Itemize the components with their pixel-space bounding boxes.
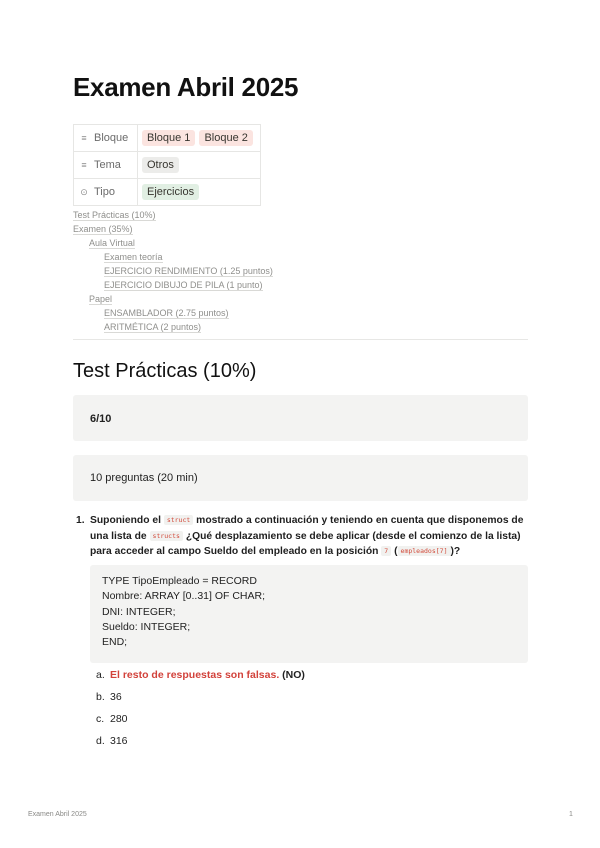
section-heading: Test Prácticas (10%) — [73, 360, 257, 382]
option-note: (NO) — [282, 669, 305, 681]
toc-item[interactable]: EJERCICIO DIBUJO DE PILA (1 punto) — [104, 280, 263, 290]
list-icon: ≡ — [81, 133, 87, 143]
property-key-label: Tema — [94, 159, 121, 171]
question — [73, 513, 528, 560]
tag-otros[interactable]: Otros — [142, 157, 179, 173]
target-icon: ⊙ — [80, 187, 88, 197]
option-text: 280 — [110, 713, 128, 725]
inline-code: 7 — [381, 546, 391, 556]
divider — [73, 339, 528, 340]
toc-item[interactable]: ENSAMBLADOR (2.75 puntos) — [104, 308, 229, 318]
property-value[interactable] — [138, 179, 261, 206]
page-title: Examen Abril 2025 — [73, 72, 299, 102]
tag-ejercicios[interactable]: Ejercicios — [142, 184, 199, 200]
inline-code: structs — [150, 531, 183, 541]
property-value[interactable] — [138, 152, 261, 179]
tag-bloque-2[interactable]: Bloque 2 — [199, 130, 252, 146]
properties-table — [73, 124, 261, 206]
property-row-bloque — [74, 125, 261, 152]
tag-bloque-1[interactable]: Bloque 1 — [142, 130, 195, 146]
option-text: 316 — [110, 735, 128, 747]
score-text: 6/10 — [90, 413, 112, 425]
toc-item[interactable]: Examen teoría — [104, 252, 163, 262]
table-of-contents — [73, 208, 273, 334]
option-text: El resto de respuestas son falsas. — [110, 669, 280, 681]
property-row-tipo — [74, 179, 261, 206]
property-key — [74, 179, 138, 206]
question-text: Suponiendo el struct mostrado a continuación y teniendo en cuenta que disponemos de una lista de structs ¿Qué desplazamiento se debe aplicar (desde el comienzo de la lista) para acceder al campo Sueldo del empleado en la posición 7 ( empleados[7] )? — [90, 515, 524, 557]
property-value[interactable] — [138, 125, 261, 152]
property-key — [74, 125, 138, 152]
footer-title: Examen Abril 2025 — [28, 811, 87, 818]
code-text: TYPE TipoEmpleado = RECORD Nombre: ARRAY [0..31] OF CHAR; DNI: INTEGER; Sueldo: INTEGER; END; — [102, 575, 265, 649]
property-key-label: Tipo — [94, 186, 115, 198]
toc-item[interactable]: Aula Virtual — [89, 238, 135, 248]
toc-item[interactable]: Papel — [89, 294, 113, 304]
score-callout — [73, 395, 528, 441]
page-number: 1 — [569, 811, 573, 818]
list-icon: ≡ — [81, 160, 87, 170]
property-key — [74, 152, 138, 179]
code-block — [90, 565, 528, 663]
info-callout — [73, 455, 528, 501]
option-text: 36 — [110, 691, 122, 703]
info-text: 10 preguntas (20 min) — [90, 472, 198, 484]
inline-code: struct — [164, 515, 193, 525]
inline-code: empleados[7] — [398, 546, 451, 556]
toc-item[interactable]: Test Prácticas (10%) — [73, 210, 156, 220]
question-number: 1. — [76, 515, 85, 526]
toc-item[interactable]: ARITMÉTICA (2 puntos) — [104, 322, 202, 332]
property-row-tema — [74, 152, 261, 179]
property-key-label: Bloque — [94, 132, 129, 144]
toc-item[interactable]: EJERCICIO RENDIMIENTO (1.25 puntos) — [104, 266, 273, 276]
toc-item[interactable]: Examen (35%) — [73, 224, 133, 234]
